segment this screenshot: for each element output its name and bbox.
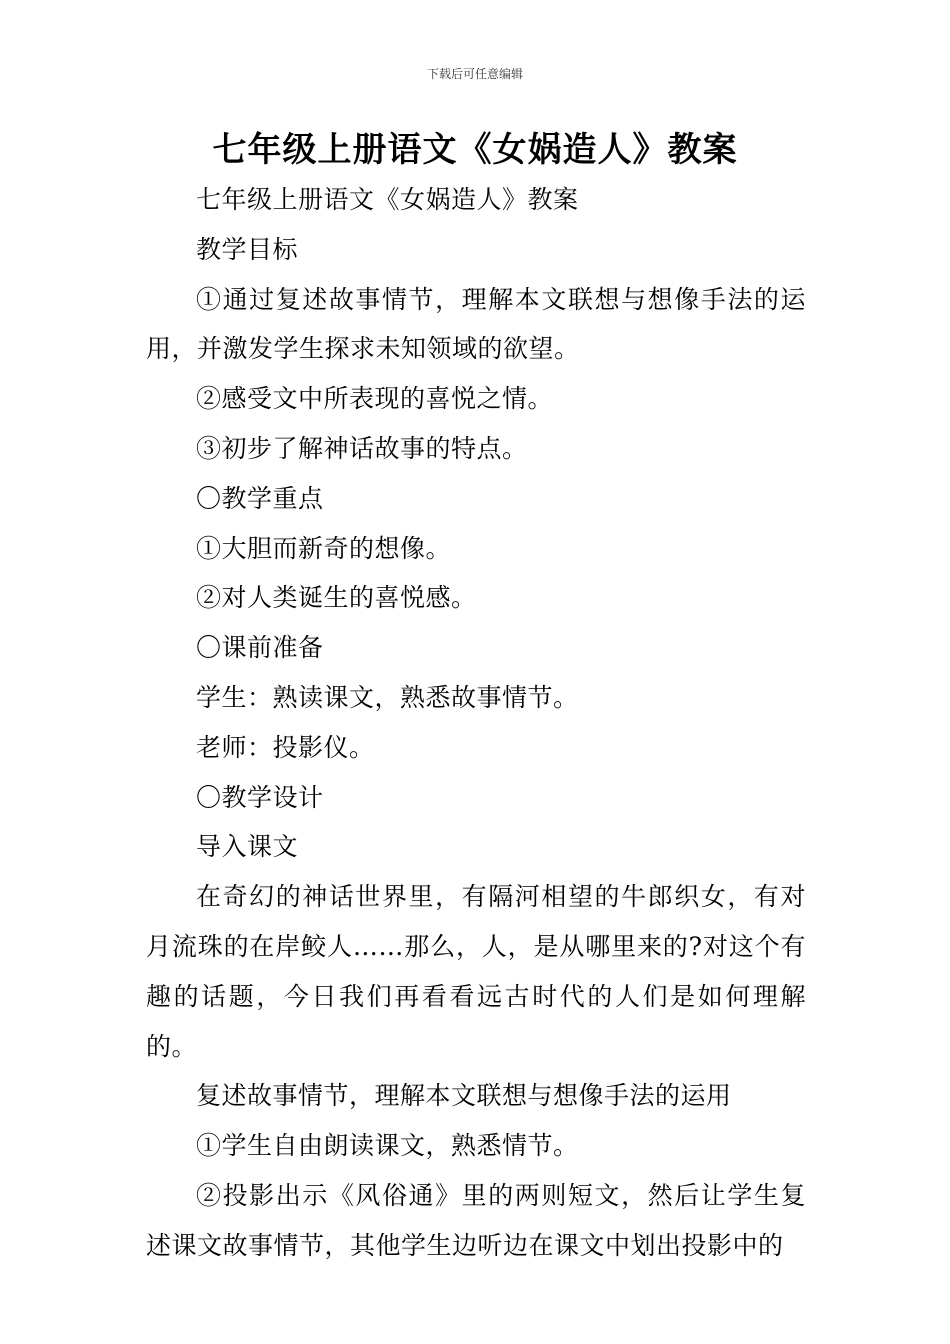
paragraph-goal-1: ①通过复述故事情节，理解本文联想与想像手法的运用，并激发学生探求未知领域的欲望。 bbox=[146, 284, 806, 364]
paragraph-subtitle: 七年级上册语文《女娲造人》教案 bbox=[196, 185, 579, 214]
paragraph-key-point-2: ②对人类诞生的喜悦感。 bbox=[196, 583, 477, 613]
paragraph-step-2: ②投影出示《风俗通》里的两则短文，然后让学生复述课文故事情节，其他学生边听边在课文中划出投影中的 bbox=[146, 1180, 806, 1260]
paragraph-preparation-heading: 〇课前准备 bbox=[196, 633, 324, 663]
paragraph-introduction-heading: 导入课文 bbox=[196, 832, 299, 862]
paragraph-preparation-teacher: 老师：投影仪。 bbox=[196, 732, 375, 762]
page-header: 下载后可任意编辑 bbox=[426, 67, 523, 81]
document-body bbox=[146, 175, 806, 1271]
paragraph-design-heading: 〇教学设计 bbox=[196, 782, 324, 812]
paragraph-preparation-students: 学生：熟读课文，熟悉故事情节。 bbox=[196, 682, 579, 712]
paragraph-teaching-goals-heading: 教学目标 bbox=[196, 234, 299, 264]
paragraph-goal-3: ③初步了解神话故事的特点。 bbox=[196, 433, 528, 463]
paragraph-introduction-text: 在奇幻的神话世界里，有隔河相望的牛郎织女，有对月流珠的在岸鲛人……那么，人，是从哪里来的?对这个有趣的话题，今日我们再看看远古时代的人们是如何理解的。 bbox=[146, 882, 806, 1061]
paragraph-retelling-heading: 复述故事情节，理解本文联想与想像手法的运用 bbox=[196, 1081, 732, 1111]
paragraph-step-1: ①学生自由朗读课文，熟悉情节。 bbox=[196, 1131, 579, 1161]
paragraph-key-points-heading: 〇教学重点 bbox=[196, 483, 324, 513]
document-title: 七年级上册语文《女娲造人》教案 bbox=[212, 130, 738, 170]
paragraph-goal-2: ②感受文中所表现的喜悦之情。 bbox=[196, 384, 554, 414]
paragraph-key-point-1: ①大胆而新奇的想像。 bbox=[196, 533, 452, 563]
